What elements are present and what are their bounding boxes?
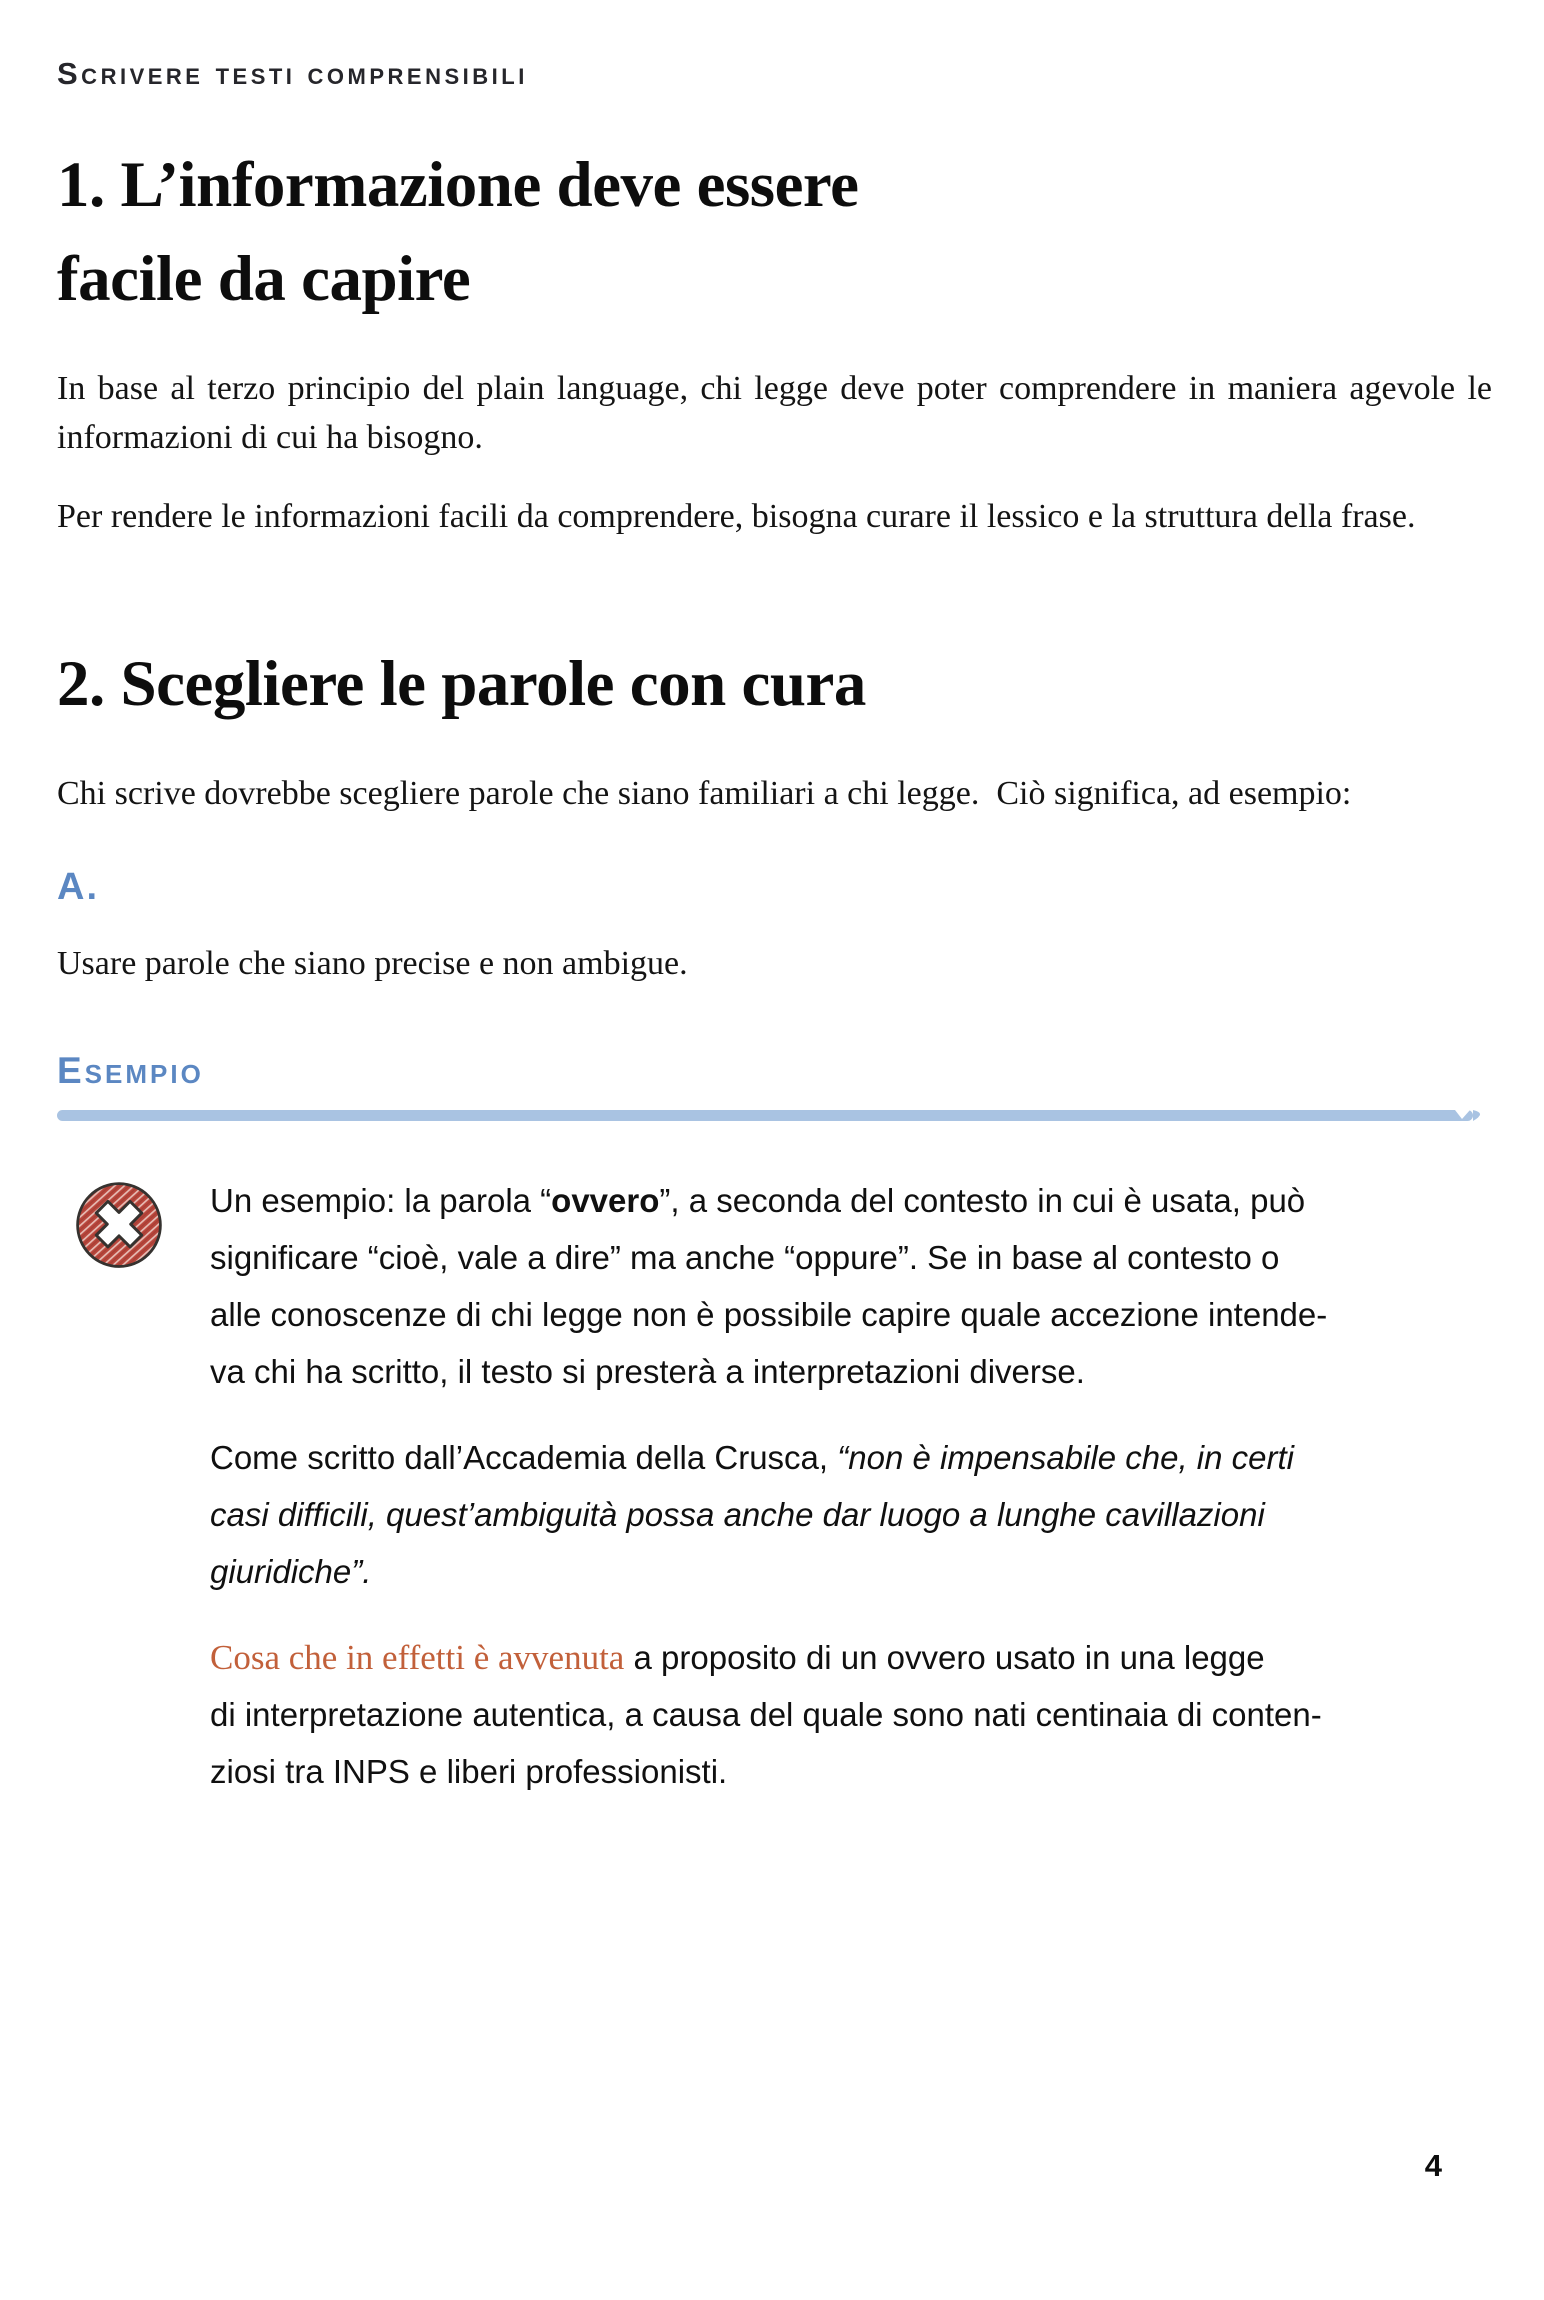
red-circle-cross-icon <box>73 1178 165 1274</box>
text-segment-bold: ovvero <box>551 1182 660 1219</box>
section-1-paragraph-2: Per rendere le informazioni facili da comprendere, bisogna curare il lessico e la struttura della frase. <box>57 498 1416 535</box>
section-1-heading-line-1: 1. L’informazione deve essere <box>57 149 859 221</box>
esempio-divider <box>57 1108 1492 1122</box>
list-item-a-text: Usare parole che siano precise e non ambigue. <box>57 945 688 982</box>
quote-line-italic: casi difficili, quest’ambiguità possa anche dar luogo a lunghe cavillazioni <box>210 1496 1265 1533</box>
text-line: significare “cioè, vale a dire” ma anche “oppure”. Se in base al contesto o <box>210 1239 1280 1276</box>
text-segment: Un esempio: la parola “ <box>210 1182 552 1219</box>
section-2-intro: Chi scrive dovrebbe scegliere parole che siano familiari a chi legge. Ciò significa, ad esempio: <box>57 775 1352 812</box>
section-1-paragraph-1: In base al terzo principio del plain language, chi legge deve poter comprendere in maniera agevole le informazioni di cui ha bisogno. <box>57 370 1492 456</box>
list-item-a-label: A. <box>57 866 99 908</box>
section-2-heading-line-1: 2. Scegliere le parole con cura <box>57 648 866 720</box>
text-line: di interpretazione autentica, a causa del quale sono nati centinaia di conten- <box>210 1696 1322 1733</box>
text-segment: ”, a seconda del contesto in cui è usata, può <box>659 1182 1306 1219</box>
text-line <box>210 1629 1327 1686</box>
example-paragraph-3 <box>210 1629 1327 1800</box>
section-1-heading <box>57 138 1492 326</box>
running-header: Scrivere testi comprensibili <box>57 56 528 91</box>
page-number: 4 <box>1424 2148 1442 2183</box>
example-text-column <box>210 1172 1327 1829</box>
example-paragraph-2 <box>210 1429 1327 1600</box>
text-segment: Come scritto dall’Accademia della Crusca, <box>210 1439 838 1476</box>
section-1-heading-line-2: facile da capire <box>57 243 471 315</box>
section-2-heading <box>57 637 1492 731</box>
quote-segment-italic: “non è impensabile che, in certi <box>837 1439 1294 1476</box>
text-segment: a proposito di un ovvero usato in una legge <box>624 1639 1265 1676</box>
example-paragraph-1 <box>210 1172 1327 1400</box>
esempio-heading: Esempio <box>57 1050 204 1091</box>
text-line: va chi ha scritto, il testo si presterà a interpretazioni diverse. <box>210 1353 1085 1390</box>
example-callout <box>57 1172 1492 1829</box>
text-line <box>210 1172 1327 1229</box>
text-line: ziosi tra INPS e liberi professionisti. <box>210 1753 728 1790</box>
blue-rule-graphic <box>57 1108 1492 1122</box>
text-line <box>210 1429 1327 1486</box>
text-line: alle conoscenze di chi legge non è possibile capire quale accezione intende- <box>210 1296 1328 1333</box>
link-cosa-che-in-effetti[interactable]: Cosa che in effetti è avvenuta <box>210 1638 625 1677</box>
quote-line-italic: giuridiche”. <box>210 1553 372 1590</box>
